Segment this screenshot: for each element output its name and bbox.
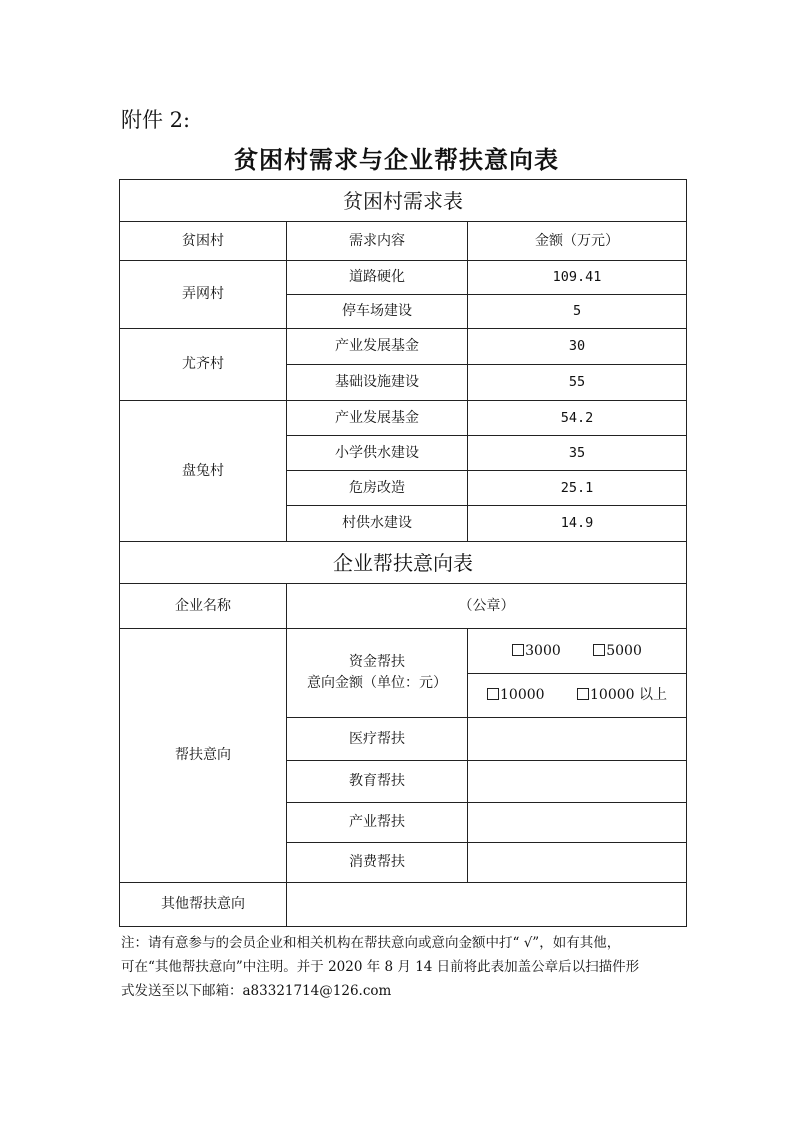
checkbox-icon[interactable] — [512, 644, 524, 656]
support-type-field-industry[interactable] — [468, 803, 687, 843]
page-title: 贫困村需求与企业帮扶意向表 — [234, 145, 559, 174]
checkbox-icon[interactable] — [577, 688, 589, 700]
fund-option-5000[interactable] — [593, 641, 642, 662]
fund-support-label-line1: 资金帮扶 — [349, 654, 405, 670]
village-name: 弄网村 — [120, 261, 287, 329]
village-name: 尤齐村 — [120, 329, 287, 401]
need-content: 产业发展基金 — [287, 329, 468, 365]
support-type-label: 教育帮扶 — [287, 761, 468, 803]
footnote-line-3: 式发送至以下邮箱：a83321714@126.com — [121, 983, 392, 999]
fund-option-3000[interactable] — [512, 641, 561, 662]
column-header-amount: 金额（万元） — [468, 222, 687, 261]
enterprise-section-title: 企业帮扶意向表 — [120, 542, 687, 584]
support-intent-label: 帮扶意向 — [120, 629, 287, 883]
need-amount: 25.1 — [468, 471, 687, 506]
fund-support-label — [287, 629, 468, 718]
fund-support-label-line2: 意向金额（单位：元） — [307, 675, 447, 691]
column-header-content: 需求内容 — [287, 222, 468, 261]
need-amount: 35 — [468, 436, 687, 471]
support-type-label: 医疗帮扶 — [287, 718, 468, 761]
other-support-field[interactable] — [287, 883, 687, 927]
form-table — [119, 179, 687, 927]
fund-option-10000[interactable] — [487, 685, 545, 706]
need-amount: 109.41 — [468, 261, 687, 295]
fund-options-row-1 — [468, 629, 687, 674]
fund-option-label: 10000 以上 — [590, 687, 667, 703]
support-type-field-consumption[interactable] — [468, 843, 687, 883]
footnote — [121, 931, 687, 1003]
needs-section-title: 贫困村需求表 — [120, 180, 687, 222]
company-name-label: 企业名称 — [120, 584, 287, 629]
column-header-village: 贫困村 — [120, 222, 287, 261]
need-amount: 55 — [468, 365, 687, 401]
attachment-label: 附件 2: — [121, 108, 191, 132]
other-support-label: 其他帮扶意向 — [120, 883, 287, 927]
need-content: 道路硬化 — [287, 261, 468, 295]
need-content: 村供水建设 — [287, 506, 468, 542]
table-row — [120, 401, 687, 436]
checkbox-icon[interactable] — [487, 688, 499, 700]
table-row — [120, 261, 687, 295]
support-type-field-education[interactable] — [468, 761, 687, 803]
need-amount: 54.2 — [468, 401, 687, 436]
need-amount: 30 — [468, 329, 687, 365]
seal-hint: （公章） — [458, 597, 515, 614]
footnote-line-2: 可在“其他帮扶意向”中注明。并于 2020 年 8 月 14 日前将此表加盖公章后以扫描件形 — [121, 959, 640, 975]
fund-option-10000-plus[interactable] — [577, 685, 667, 706]
need-content: 基础设施建设 — [287, 365, 468, 401]
footnote-line-1: 注：请有意参与的会员企业和相关机构在帮扶意向或意向金额中打“ √”，如有其他， — [121, 935, 621, 951]
table-row — [120, 329, 687, 365]
support-type-field-medical[interactable] — [468, 718, 687, 761]
company-name-field[interactable] — [287, 584, 687, 629]
need-content: 产业发展基金 — [287, 401, 468, 436]
village-name: 盘兔村 — [120, 401, 287, 542]
need-amount: 5 — [468, 295, 687, 329]
fund-option-label: 5000 — [606, 642, 642, 659]
fund-options-row-2 — [468, 674, 687, 718]
checkbox-icon[interactable] — [593, 644, 605, 656]
need-content: 危房改造 — [287, 471, 468, 506]
support-type-label: 消费帮扶 — [287, 843, 468, 883]
need-content: 小学供水建设 — [287, 436, 468, 471]
need-amount: 14.9 — [468, 506, 687, 542]
fund-option-label: 10000 — [500, 687, 545, 703]
fund-option-label: 3000 — [525, 642, 561, 659]
need-content: 停车场建设 — [287, 295, 468, 329]
support-type-label: 产业帮扶 — [287, 803, 468, 843]
